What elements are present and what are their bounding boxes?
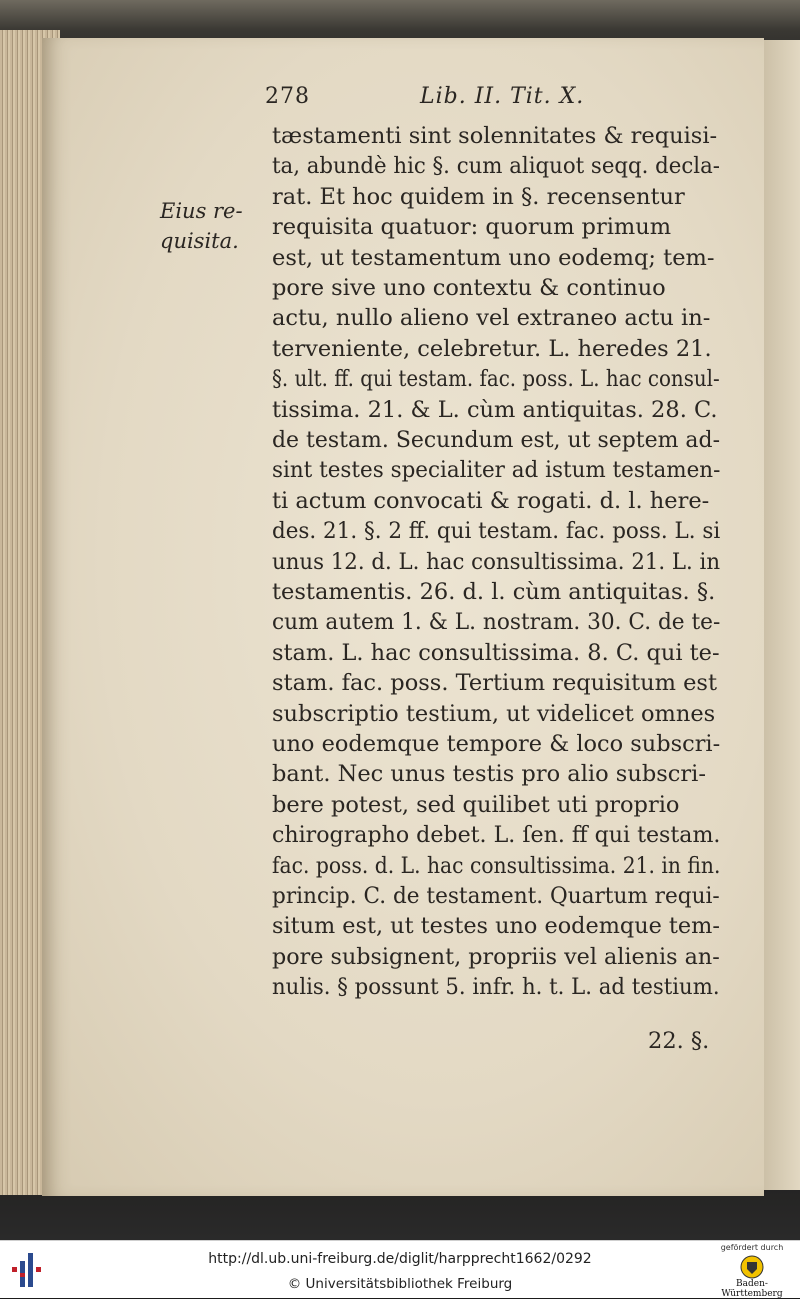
text-line: cum autem 1. & L. nostram. 30. C. de te- [272, 609, 721, 636]
text-line: rat. Et hoc quidem in §. recensentur [272, 183, 685, 210]
text-line: terveniente, celebretur. L. heredes 21. [272, 335, 712, 362]
text-line: requisita quatuor: quorum primum [272, 214, 672, 241]
text-line: bere potest, sed quilibet uti proprio [272, 791, 680, 818]
document-url-link[interactable]: http://dl.ub.uni-freiburg.de/diglit/harpprecht1662/0292 [208, 1251, 592, 1267]
text-line: des. 21. §. 2 ff. qui testam. fac. poss. L. si [272, 518, 721, 545]
text-line: unus 12. d. L. hac consultissima. 21. L. in [272, 548, 721, 575]
text-line: ti actum convocati & rogati. d. l. here- [272, 487, 710, 514]
state-crest-icon [740, 1255, 764, 1279]
catchword: 22. §. [648, 1028, 710, 1054]
text-line: subscriptio testium, ut videlicet omnes [272, 700, 716, 727]
text-line: stam. fac. poss. Tertium requisitum est [272, 670, 718, 697]
text-line: sint testes specialiter ad istum testamen- [272, 457, 721, 484]
margin-note: Eius re- quisita. [160, 199, 243, 253]
text-line: de testam. Secundum est, ut septem ad- [272, 427, 720, 453]
text-line: est, ut testamentum uno eodemq; tem- [272, 244, 715, 271]
text-line: pore subsignent, propriis vel alienis an- [272, 943, 720, 970]
text-line: tæstamenti sint solennitates & requisi- [272, 123, 718, 149]
text-line: fac. poss. d. L. hac consultissima. 21. in fin. [272, 852, 721, 879]
page-number: 278 [265, 84, 310, 109]
text-line: §. ult. ff. qui testam. fac. poss. L. hac consul- [272, 366, 720, 393]
sponsor-name: Baden-Württemberg [721, 1279, 783, 1299]
copyright-text: © Universitätsbibliothek Freiburg [287, 1276, 513, 1292]
facing-page-edge [762, 40, 800, 1190]
sponsor-badge [710, 1243, 794, 1297]
text-line: ta, abundè hic §. cum aliquot seqq. decla- [272, 153, 720, 180]
viewer-footer [0, 1240, 800, 1298]
text-line: bant. Nec unus testis pro alio subscri- [272, 761, 706, 788]
text-line: pore sive uno contextu & continuo [272, 275, 666, 301]
text-line: uno eodemque tempore & loco subscri- [272, 731, 721, 757]
text-line: stam. L. hac consultissima. 8. C. qui te- [272, 639, 720, 666]
text-line: actu, nullo alieno vel extraneo actu in- [272, 305, 711, 332]
sponsor-caption: gefördert durch [720, 1243, 784, 1252]
text-line: nulis. § possunt 5. infr. h. t. L. ad testium. [272, 974, 720, 1001]
text-line: chirographo debet. L. ſen. ff qui testam. [272, 822, 721, 849]
text-line: testamentis. 26. d. l. cùm antiquitas. §. [272, 579, 716, 605]
text-line: princip. C. de testament. Quartum requi- [272, 883, 720, 909]
text-line: tissima. 21. & L. cùm antiquitas. 28. C. [272, 396, 718, 423]
text-line: situm est, ut testes uno eodemque tem- [272, 913, 720, 940]
running-title: Lib. II. Tit. X. [420, 84, 585, 109]
